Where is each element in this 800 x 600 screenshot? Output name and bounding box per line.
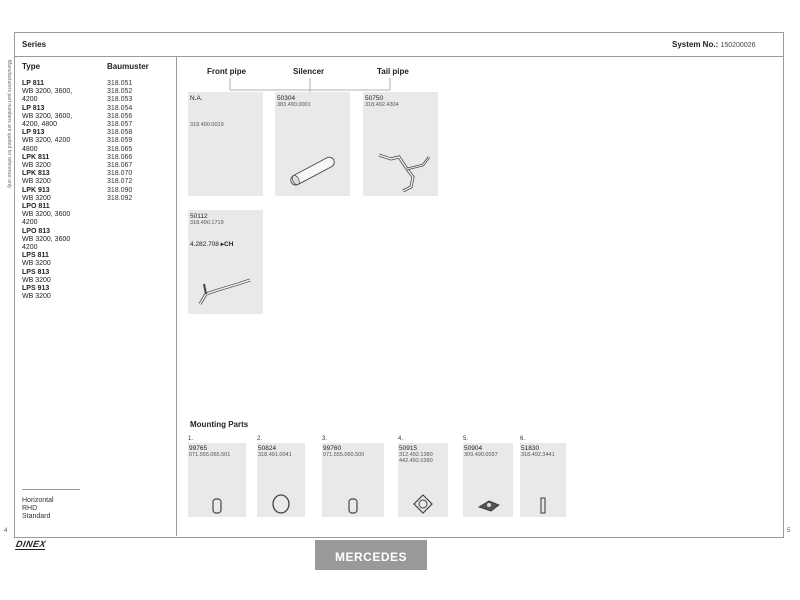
- system-number: [672, 40, 756, 49]
- type-column-header: Type: [22, 62, 41, 71]
- front-pipe-oem: 318.490.0019: [190, 122, 224, 128]
- silencer-header: Silencer: [293, 67, 325, 76]
- type-model: LPO 811: [22, 203, 50, 211]
- baumuster-item: 318.065: [107, 145, 133, 153]
- footer-notes: [22, 497, 54, 522]
- type-model: LP 811: [22, 80, 45, 87]
- extra-pipe-box[interactable]: [188, 210, 263, 314]
- type-model: LPO 813: [22, 227, 51, 235]
- type-list: [22, 80, 106, 301]
- type-wheelbase: WB 3200: [22, 162, 51, 170]
- side-note-text: Manufacturers part numbers are quoted for reference only: [6, 60, 12, 189]
- baumuster-item: 318.058: [107, 129, 133, 137]
- tail-pipe-oem: 318.492.4304: [365, 102, 399, 108]
- system-no-value: 150200026: [720, 42, 756, 49]
- tail-pipe-drawing: [373, 147, 435, 192]
- mounting-item-3-index: 3.: [322, 436, 328, 442]
- mounting-item-3-oem: 071.555.060.500: [323, 452, 365, 458]
- type-wheelbase: 4200: [22, 244, 38, 252]
- type-wheelbase: WB 3200, 3600,: [22, 88, 73, 96]
- mounting-item-2-code: 50824: [258, 445, 277, 452]
- mounting-item-1[interactable]: [188, 436, 248, 518]
- baumuster-item: 318.051: [107, 80, 133, 87]
- system-no-label: System No.:: [672, 40, 719, 49]
- mounting-item-4[interactable]: [398, 436, 450, 518]
- mounting-item-1-oem: 071.555.065.501: [189, 452, 231, 458]
- mounting-item-5-index: 5.: [463, 436, 469, 442]
- mounting-item-5[interactable]: [463, 436, 515, 518]
- mounting-parts-title: Mounting Parts: [190, 420, 249, 429]
- type-model: LPK 813: [22, 170, 50, 178]
- baumuster-item: 318.059: [107, 137, 133, 145]
- type-wheelbase: WB 3200: [22, 178, 51, 186]
- baumuster-item: 318.066: [107, 153, 133, 161]
- mounting-item-4-index: 4.: [398, 436, 404, 442]
- type-wheelbase: WB 3200: [22, 260, 51, 268]
- mounting-item-2-index: 2.: [257, 436, 263, 442]
- page-mark-left: 4: [4, 528, 8, 534]
- type-wheelbase: WB 3200, 3600: [22, 211, 71, 219]
- baumuster-item: 318.052: [107, 88, 133, 96]
- clamp-icon: [346, 497, 360, 515]
- type-model: LP 913: [22, 129, 45, 137]
- note-horizontal: Horizontal: [22, 497, 54, 504]
- series-label: Series: [22, 40, 47, 49]
- type-model: LPS 811: [22, 252, 49, 260]
- mounting-item-4-oem2: 442.492.0280: [399, 458, 433, 464]
- type-model: LPK 811: [22, 153, 50, 161]
- type-wheelbase: WB 3200: [22, 293, 51, 301]
- mounting-item-6-code: 51830: [521, 445, 540, 452]
- baumuster-item: 318.057: [107, 121, 133, 129]
- type-wheelbase: WB 3200, 3600,: [22, 112, 73, 120]
- type-model: LPK 913: [22, 186, 50, 194]
- baumuster-item: 318.056: [107, 112, 133, 120]
- tail-pipe-code: 50750: [365, 95, 384, 102]
- mounting-item-3[interactable]: [322, 436, 386, 518]
- extra-pipe-drawing: [192, 270, 258, 310]
- mounting-item-2[interactable]: [257, 436, 307, 518]
- baumuster-item: 318.067: [107, 162, 133, 170]
- extra-pipe-code: 50112: [190, 213, 208, 220]
- mounting-item-3-code: 99760: [323, 445, 342, 452]
- mounting-item-6-index: 6.: [520, 436, 526, 442]
- type-wheelbase: 4800: [22, 145, 38, 153]
- silencer-code: 50304: [277, 95, 296, 102]
- type-wheelbase: WB 3200, 4200: [22, 137, 71, 145]
- type-wheelbase: WB 3200, 3600: [22, 235, 71, 243]
- type-wheelbase: 4200, 4800: [22, 121, 58, 129]
- tail-pipe-header: Tail pipe: [377, 67, 409, 76]
- page-mark-right: 5: [787, 528, 791, 534]
- type-wheelbase: 4200: [22, 219, 38, 227]
- silencer-oem: 383.490.0001: [277, 102, 311, 108]
- bolt-icon: [538, 497, 548, 515]
- baumuster-item: 318.053: [107, 96, 133, 104]
- dinex-logo-text: DINEX: [15, 539, 47, 549]
- type-wheelbase: 4200: [22, 96, 38, 104]
- column-divider: [176, 56, 177, 536]
- baumuster-list: [107, 80, 167, 203]
- brand-footer-tab: MERCEDES: [315, 540, 427, 570]
- clamp-icon: [210, 497, 224, 515]
- type-model: LP 813: [22, 104, 45, 112]
- mounting-item-6[interactable]: [520, 436, 568, 518]
- strap-icon: [269, 493, 293, 515]
- extra-pipe-alt: [190, 240, 233, 248]
- dinex-logo: [16, 539, 46, 550]
- type-wheelbase: WB 3200: [22, 276, 51, 284]
- mounting-item-4-code: 50915: [399, 445, 418, 452]
- extra-pipe-oem: 318.490.1719: [190, 220, 224, 226]
- baumuster-item: 318.072: [107, 178, 133, 186]
- notes-divider: [22, 489, 80, 490]
- gasket-icon: [412, 493, 434, 515]
- baumuster-item: 318.054: [107, 104, 133, 112]
- note-standard: Standard: [22, 513, 51, 521]
- baumuster-item: 318.090: [107, 186, 133, 194]
- note-rhd: RHD: [22, 505, 38, 513]
- mounting-item-1-index: 1.: [188, 436, 194, 442]
- silencer-box[interactable]: [275, 92, 350, 196]
- header-divider: [14, 56, 784, 57]
- rubber-mount-icon: [475, 495, 503, 515]
- type-wheelbase: WB 3200: [22, 194, 51, 202]
- front-pipe-code: N.A.: [190, 95, 203, 102]
- extra-alt-brand: ▸CH: [220, 241, 234, 248]
- baumuster-item: 318.092: [107, 194, 133, 202]
- front-pipe-box[interactable]: [188, 92, 263, 196]
- front-pipe-header: Front pipe: [207, 67, 247, 76]
- mounting-item-5-oem: 309.490.0037: [464, 452, 498, 458]
- mounting-item-1-code: 99765: [189, 445, 208, 452]
- tail-pipe-box[interactable]: [363, 92, 438, 196]
- mounting-item-2-oem: 318.491.0041: [258, 452, 292, 458]
- baumuster-column-header: Baumuster: [107, 62, 149, 71]
- type-model: LPS 913: [22, 285, 50, 293]
- mounting-item-4-oem: 312.492.1380: [399, 452, 433, 458]
- mounting-item-6-oem: 318.492.3441: [521, 452, 555, 458]
- mounting-item-5-code: 50904: [464, 445, 483, 452]
- side-note: [2, 60, 14, 260]
- extra-alt-number: 4.282.708: [190, 241, 219, 248]
- type-model: LPS 813: [22, 268, 50, 276]
- silencer-drawing: [283, 152, 343, 192]
- baumuster-item: 318.070: [107, 170, 133, 178]
